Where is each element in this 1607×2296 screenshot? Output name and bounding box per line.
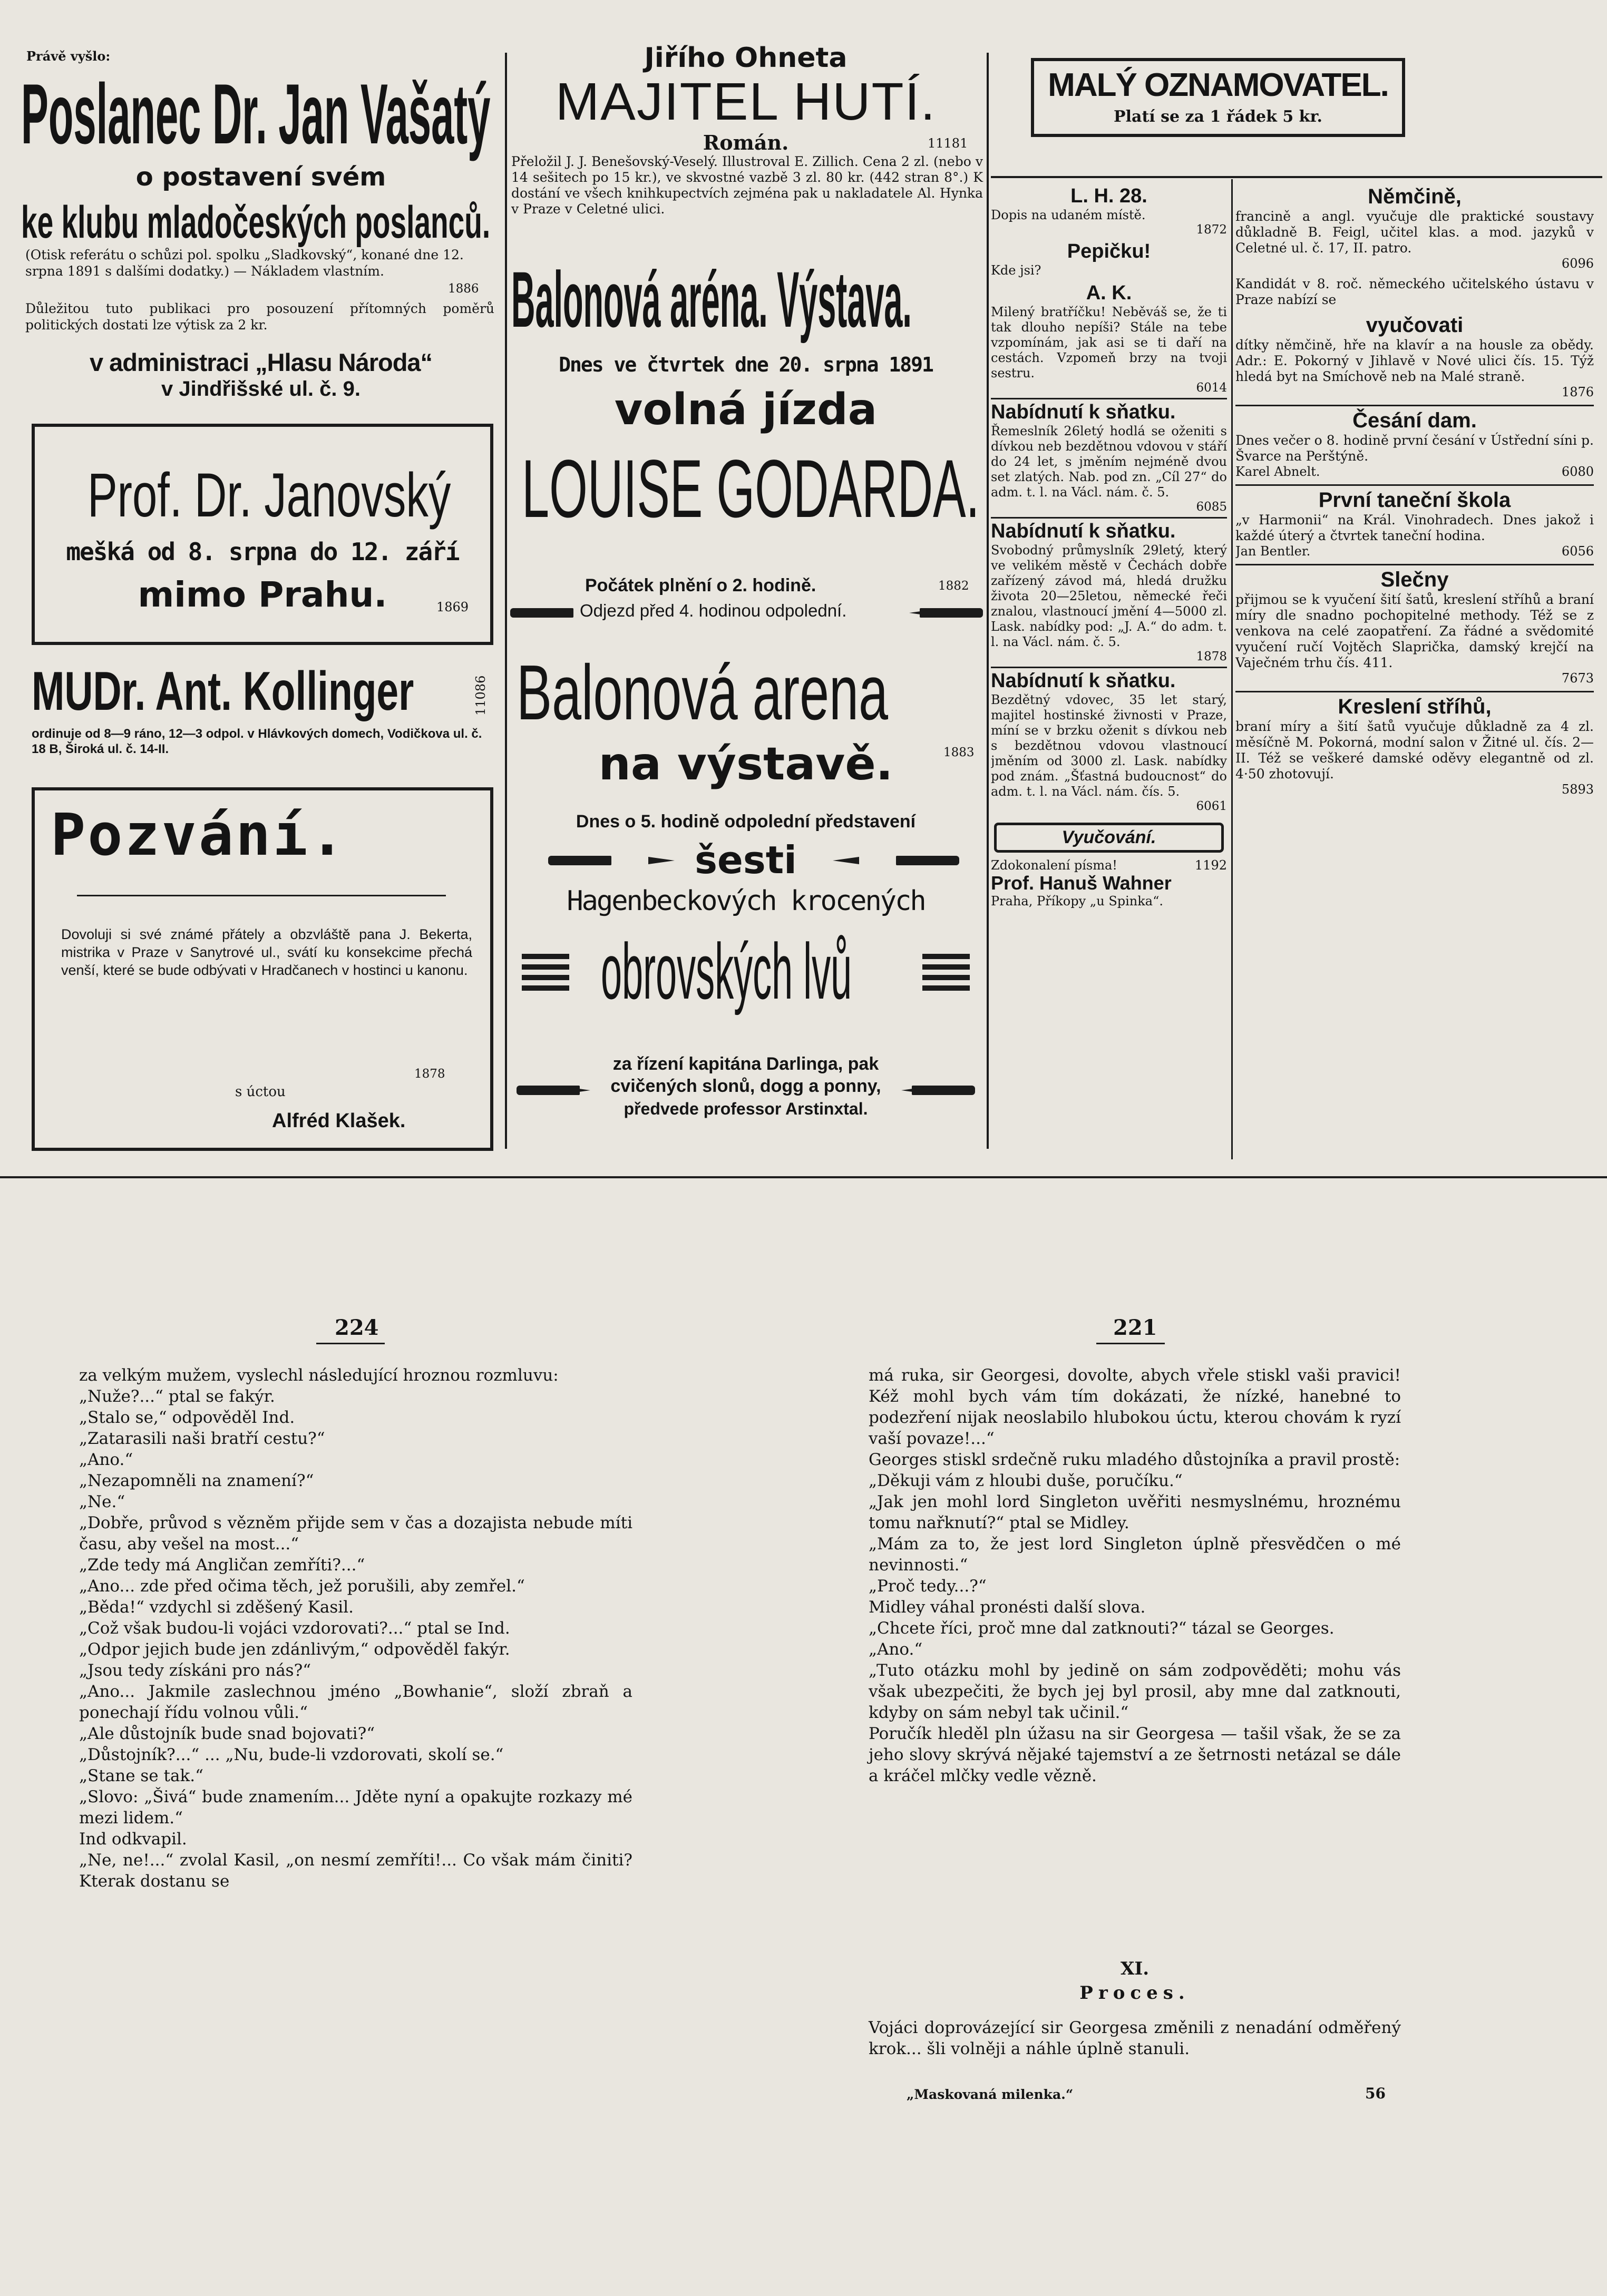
classified-item [991, 667, 1227, 813]
ad-kollinger-code: 11086 [473, 675, 488, 716]
classified-item [1235, 484, 1594, 559]
classified-tail-addr: Praha, Příkopy „u Spinka“. [991, 894, 1163, 908]
column-rule-2 [987, 53, 989, 1149]
classified-item-code: 6085 [1196, 500, 1227, 514]
classified-item-body: Dnes večer o 8. hodině první česání v Ústřední síni p. Švarce na Perštýně. [1235, 433, 1594, 464]
classified-item-code: 1878 [1196, 650, 1227, 663]
page-fold-line [0, 1176, 1607, 1178]
ad-vasaty-code: 1886 [448, 282, 479, 296]
right-page-sheet: 56 [1365, 2085, 1386, 2102]
classified-item-code: 5893 [1561, 782, 1594, 797]
right-page-chapter-title: Proces. [1079, 1982, 1190, 2004]
ad-arena2-bars-right [922, 954, 970, 996]
ad-pozvani [32, 787, 493, 1151]
classified-item-code: 1872 [1196, 223, 1227, 237]
classified-header-rate: Platí se za 1 řádek 5 kr. [1114, 108, 1322, 126]
classified-item-body: braní míry a šití šatů vyučuje důkladně za 4 zl. měsíčně M. Pokorná, modní salon v Žitné ul. čís. 2—II. Též se veškeré damské oděvy elegantně od zl. 4·50 zhotovují. [1235, 719, 1594, 781]
left-page-number-underline [316, 1343, 385, 1344]
ad-pozvani-divider [77, 895, 446, 896]
classified-item-body: „v Harmonii“ na Král. Vinohradech. Dnes jakož i každé úterý a čtvrtek taneční hodina. [1235, 512, 1594, 543]
ad-kollinger-name: MUDr. Ant. Kollinger [32, 661, 414, 722]
classified-tail-body: Zdokonalení písma! [991, 858, 1117, 873]
classified-item-head: Nabídnutí k sňatku. [991, 667, 1227, 692]
ad-pozvani-sign-pre: s úctou [235, 1084, 286, 1100]
ad-arena2-animal: obrovských lvů [601, 927, 852, 1015]
hand-pointer-icon [909, 606, 983, 620]
ad-arena2-count: šesti [695, 838, 797, 882]
classified-item-foot [1235, 782, 1594, 797]
classified-item-body: Milený bratříčku! Neběváš se, že ti tak dlouho nepíši? Stále na tebe vzpomínám, jak asi se ti daří na cestách. Vzpomeň brzy na tvoji sestru. [991, 305, 1227, 380]
classified-item-body: Řemeslník 26letý hodlá se oženiti s dívkou neb bezdětnou vdovou v stáří do 24 let, s jměním nejméně dvou set zlatých. Nab. pod zn. „Cíl 27“ do adm. t. l. na Václ. nám. č. 5. [991, 424, 1227, 500]
classified-vyucovani-box [994, 823, 1224, 853]
ad-arena1-code: 1882 [938, 579, 969, 593]
classified-item-body: Kandidát v 8. roč. německého učitelského ústavu v Praze nabízí se [1235, 276, 1594, 307]
ad-pozvani-code: 1878 [414, 1067, 445, 1081]
classified-item-foot [1235, 385, 1594, 399]
classified-column-rule [1231, 179, 1233, 1159]
ad-ohnet-title: MAJITEL HUTÍ. [555, 72, 937, 131]
classified-item [991, 398, 1227, 514]
ad-janovsky-line: mešká od 8. srpna do 12. září [66, 538, 459, 566]
classified-item-head: Němčině, [1368, 185, 1462, 208]
classified-item-body: francině a angl. vyučuje dle praktické soustavy důkladně B. Feigl, učitel klas. a mod. jazyků v Celetné ul. č. 17, II. patro. [1235, 209, 1594, 256]
ad-arena2-title: Balonová arena [517, 649, 889, 736]
classified-item-head: Slečny [1380, 568, 1449, 591]
ad-vasaty-kicker: Právě vyšlo: [26, 48, 111, 64]
left-page-text: za velkým mužem, vyslechl následující hroznou rozmluvu: „Nuže?...“ ptal se fakýr. „Stalo se,“ odpověděl Ind. „Zatarasili naši bratří cestu?“ „Ano.“ „Nezapomněli na znamení?“ „Ne.“ „Dobře, průvod s vězněm přijde sem v čas a dozajista nebude míti času, aby vešel na most...“ „Zde tedy má Angličan zemříti?...“ „Ano... zde před očima těch, jež porušili, aby zemřel.“ „Běda!“ vzdychl si zděšený Kasil. „Což však budou-li vojáci vzdorovati?...“ ptal se Ind. „Odpor jejich bude jen zdánlivým,“ odpověděl fakýr. „Jsou tedy získáni pro nás?“ „Ano... Jakmile zaslechnou jméno „Bowhanie“, složí zbraň a ponechají řídu volnou vůli.“ „Ale důstojník bude snad bojovati?“ „Důstojník?...“ ... „Nu, bude-li vzdorovati, skolí se.“ „Stane se tak.“ „Slovo: „Šivá“ bude znamením... Jděte nyní a opakujte rozkazy mé mezi lidem.“ Ind odkvapil. „Ne, ne!...“ zvolal Kasil, „on nesmí zemříti!... Co však mám činiti? Kterak dostanu se [79, 1366, 632, 1891]
ad-arena1-date: Dnes ve čtvrtek dne 20. srpna 1891 [559, 353, 933, 376]
classified-item-body: Bezdětný vdovec, 35 let starý, majitel hostinské živnosti v Praze, míní se v brzku oženit s dívkou neb s bezdětnou vdovou vlastnoucí jměním od 3000 zl. Lask. nabídky pod znám. „Šťastná budoucnost“ do adm. t. l. na Václ. nám. čís. 5. [991, 692, 1227, 799]
ad-arena1-name: LOUISE GODARDA. [522, 443, 980, 535]
classified-item-foot [1235, 544, 1594, 559]
ad-vasaty-where1: v administraci „Hlasu Národa“ [89, 348, 433, 376]
right-page-number-underline [1096, 1343, 1165, 1344]
classified-item [1235, 405, 1594, 479]
classified-item-code: 6061 [1196, 799, 1227, 813]
ad-vasaty-sub2: ke klubu mladočeských poslanců. [21, 197, 491, 248]
classified-top-rule [991, 176, 1602, 178]
classified-item-body: Kde jsi? [991, 263, 1041, 278]
right-page-text2: Vojáci doprovázející sir Georgesa změnili z nenadání odměřený krok... šli volněji a náhle úplně stanuli. [869, 2018, 1401, 2058]
ad-arena2-who: Hagenbeckových krocených [567, 885, 925, 917]
classified-item [991, 281, 1227, 395]
right-page-number: 221 [1113, 1315, 1157, 1340]
classified-tail-row [991, 858, 1227, 873]
ad-kollinger-line: ordinuje od 8—9 ráno, 12—3 odpol. v Hlávkových domech, Vodičkova ul. č. 18 B, Široká ul. č. 14-II. [32, 727, 482, 756]
classified-item-body: Dopis na udaném místě. [991, 208, 1146, 222]
ad-arena2-line: Dnes o 5. hodině odpolední představení [576, 812, 916, 832]
classified-tail [991, 858, 1227, 908]
classified-item-foot [1235, 464, 1594, 479]
classified-item-body: přijmou se k vyučení šití šatů, kreslení stříhů a braní míry dle snadno pochopitelné methody. Též se z venkova na celé zaopatření. Za řádné a svědomité vyučení ručí Vojtěch Slaprička, damský krejčí na Vaječném trhu čís. 411. [1235, 592, 1594, 670]
ad-vasaty-body: (Otisk referátu o schůzi pol. spolku „Sladkovský“, konané dne 12. srpna 1891 s dalšími dodatky.) — Nákladem vlastním. [25, 247, 464, 279]
ad-arena2-extra: cvičených slonů, dogg a ponny, [610, 1076, 881, 1096]
classified-item [991, 517, 1227, 663]
ad-ohnet-body: Přeložil J. J. Benešovský-Veselý. Illustroval E. Zillich. Cena 2 zl. (nebo v 14 sešitech po 15 kr.), ve skvostné vazbě 3 zl. 80 kr. (442 stran 8°.) K dostání ve všech knihkupectvích zejména pak u nakladatele Al. Hynka v Praze v Celetné ulici. [511, 154, 983, 217]
classified-vyucovani: Vyučování. [1061, 827, 1156, 847]
hand-pointer-icon [833, 854, 959, 875]
classified-item [1235, 184, 1594, 271]
classified-header-title: MALÝ OZNAMOVATEL. [1048, 67, 1388, 103]
ad-arena1-title: Balonová aréna. Výstava. [511, 255, 912, 344]
classified-tail-name: Prof. Hanuš Wahner [991, 872, 1172, 894]
classified-item-code: 6080 [1561, 464, 1594, 479]
classified-item-head: vyučovati [1366, 314, 1464, 337]
ad-pozvani-body: Dovoluji si své známé přátely a obzvláště pana J. Bekerta, mistrika v Praze v Sanytrové ul., svátí ku konsekcime přechá venší, které se bude odbývati v Hradčanech v hostinci u kanonu. [61, 926, 472, 978]
right-page-chapter: XI. [1120, 1958, 1150, 1979]
ad-ohnet-code: 11181 [928, 136, 968, 151]
ad-vasaty-note: Důležitou tuto publikaci pro posouzení přítomných poměrů politických dostati lze výtisk za 2 kr. [25, 301, 494, 333]
ad-janovsky [32, 424, 493, 645]
classified-item [1235, 276, 1594, 308]
classified-item-code: 6096 [1561, 256, 1594, 271]
ad-pozvani-title: Pozvání. [51, 801, 347, 868]
classified-item [1235, 564, 1594, 686]
ad-vasaty-where2: v Jindřišské ul. č. 9. [161, 377, 361, 400]
classified-item-head: Nabídnutí k sňatku. [991, 398, 1227, 424]
hand-pointer-icon [510, 606, 573, 620]
ad-ohnet-genre: Román. [703, 131, 789, 154]
ad-arena1-mid: volná jízda [614, 385, 878, 435]
ad-arena1-start: Počátek plnění o 2. hodině. [585, 575, 816, 595]
ad-arena1 [506, 253, 986, 643]
classified-item [991, 240, 1227, 278]
classified-item-code: 1876 [1561, 385, 1594, 399]
classified-col2 [1235, 184, 1598, 1165]
classified-tail-code: 1192 [1194, 858, 1227, 873]
ad-arena2 [506, 648, 986, 1154]
ad-janovsky-code: 1869 [436, 600, 469, 614]
classified-item-code: 6056 [1561, 544, 1594, 559]
classified-item-head: První taneční škola [1318, 488, 1511, 512]
ad-ohnet [506, 42, 986, 263]
ad-ohnet-author: Jiřího Ohneta [644, 42, 848, 74]
classified-item-head: Česání dam. [1352, 409, 1477, 432]
classified-col1 [991, 184, 1229, 1165]
classified-item-head: Pepičku! [1067, 240, 1151, 262]
classified-item-body: dítky němčině, hře na klavír a na housle za obědy. Adr.: E. Pokorný v Jihlavě v Nové ulici čís. 15. Týž hledá byt na Smíchově neb na Malé straně. [1235, 337, 1594, 384]
classified-item-body: Svobodný průmyslník 29letý, který ve velikém městě v Čechách dobře zařízený závod má, hledá družku života 20—25letou, německé řeči znalou, vlastnoucí jmění 4—5000 zl. Lask. nabídky pod: „J. A.“ do adm. t. l. na Václ. nám. č. 5. [991, 543, 1227, 649]
ad-arena2-sub: na výstavě. [598, 738, 893, 790]
classified-item [991, 184, 1227, 237]
classified-item-head: A. K. [1086, 282, 1132, 304]
ad-arena2-code: 1883 [943, 746, 975, 759]
classified-header [1031, 58, 1405, 137]
ad-vasaty-sub1: o postavení svém [135, 162, 386, 192]
classified-item [1235, 691, 1594, 797]
classified-item-foot [1235, 671, 1594, 686]
classified-item-sign: Karel Abnelt. [1235, 464, 1320, 479]
classified-item-code: 6014 [1196, 381, 1227, 395]
ad-arena2-led: za řízení kapitána Darlinga, pak [612, 1054, 879, 1074]
classified-item-sign: Jan Bentler. [1235, 544, 1311, 559]
ad-kollinger [32, 658, 498, 774]
ad-pozvani-sign: Alfréd Klašek. [272, 1110, 406, 1132]
left-page-number: 224 [335, 1315, 379, 1340]
ad-vasaty [21, 47, 501, 416]
ad-arena2-by: předvede professor Arstinxtal. [624, 1099, 868, 1118]
right-page-footer: „Maskovaná milenka.“ [907, 2087, 1074, 2102]
classified-item-code: 7673 [1561, 671, 1594, 686]
classified-item-head: L. H. 28. [1070, 185, 1147, 207]
ad-janovsky-away: mimo Prahu. [138, 574, 387, 615]
ad-janovsky-name: Prof. Dr. Janovský [87, 461, 451, 530]
classified-item [1235, 313, 1594, 399]
right-page-text: má ruka, sir Georgesi, dovolte, abych vřele stiskl vaši pravici! Kéž mohl bych vám tím dokázati, že nízké, hanebné to podezření nijak neoslabilo hlubokou úctu, kterou chovám k ryzí vaší povaze!...“ Georges stiskl srdečně ruku mladého důstojníka a pravil prostě: „Děkuji vám z hloubi duše, poručíku.“ „Jak jen mohl lord Singleton uvěřiti nesmyslnému, hroznému tomu nařknutí?“ ptal se Midley. „Mám za to, že jest lord Singleton úplně přesvědčen o mé nevinnosti.“ „Proč tedy...?“ Midley váhal pronésti další slova. „Chcete říci, proč mne dal zatknouti?“ tázal se Georges. „Ano.“ „Tuto otázku mohl by jedině on sám zodpověděti; mohu vás však ubezpečiti, že bych jej byl prosil, aby mne dal zatknouti, kdyby on sám nebyl tak učinil.“ Poručík hleděl pln úžasu na sir Georgesa — tašil však, že se za jeho slovy skrývá nějaké tajemství a ze šetrnosti netázal se dále a kráčel mlčky vedle vězně. [869, 1366, 1401, 1785]
ad-arena2-bars-left [522, 954, 569, 996]
classified-item-foot [1235, 256, 1594, 271]
classified-item-head: Nabídnutí k sňatku. [991, 517, 1227, 543]
ad-arena1-depart: Odjezd před 4. hodinou odpolední. [580, 601, 847, 620]
classified-item-head: Kreslení stříhů, [1338, 695, 1492, 718]
hand-pointer-icon [901, 1083, 975, 1097]
ad-vasaty-title: Poslanec Dr. Jan Vašatý [21, 66, 491, 162]
